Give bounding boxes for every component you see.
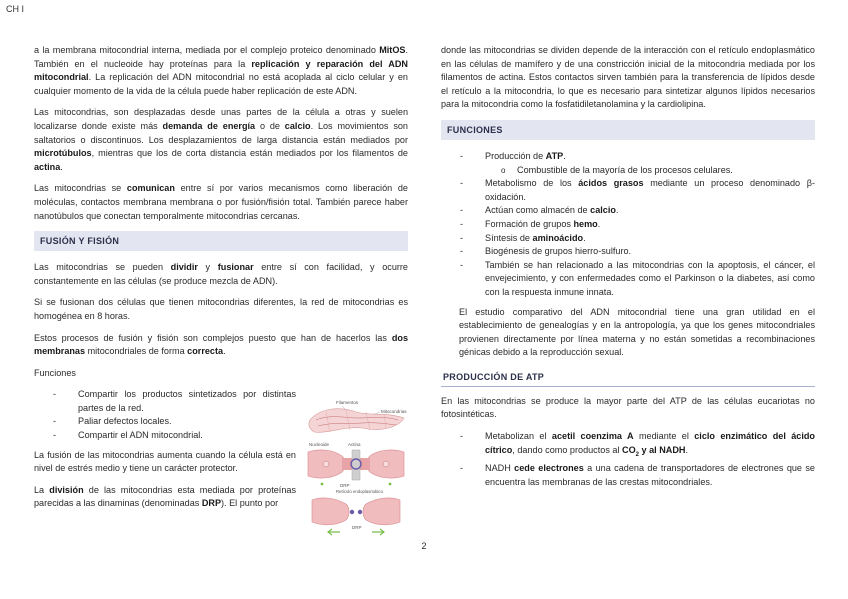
list-item-calcio: - Actúan como almacén de calcio.: [441, 204, 815, 218]
arrow-left-icon: [328, 529, 340, 535]
endoplasmic-reticulum: [352, 450, 360, 480]
drp-fragment: [350, 510, 354, 514]
list-item-aminoacido: - Síntesis de aminoácido.: [441, 232, 815, 246]
list-item: - Compartir el ADN mitocondrial.: [34, 429, 296, 443]
paragraph-genealogias: El estudio comparativo del ADN mitocondrial tiene una gran utilidad en el establecimiento de genealogías y en la antropología, ya que los genes mitocondriales provienen directamente por línea materna y no están sometidas a recombinaciones génicas debido a la reproducción sexual.: [459, 306, 815, 358]
daughter-mitochondrion-right: [363, 498, 400, 525]
list-item-hierro-sulfuro: - Biogénesis de grupos hierro-sulfuro.: [441, 245, 815, 259]
label-drp: DRP: [340, 483, 350, 488]
drp-fragment: [358, 510, 362, 514]
funciones-fusion-list: [34, 388, 296, 442]
funciones-list: [441, 150, 815, 300]
arrow-right-icon: [372, 529, 384, 535]
nucleoid: [383, 461, 389, 467]
paragraph-funciones-label: Funciones: [34, 367, 76, 378]
fission-diagram: [306, 398, 412, 538]
paragraph-atp-eucariotas: En las mitocondrias se produce la mayor parte del ATP de las células eucariotas no fotosintéticas.: [441, 395, 815, 420]
section-heading-funciones: FUNCIONES: [441, 120, 815, 140]
paragraph-desplazamiento: Las mitocondrias, son desplazadas desde unas partes de la célula a otras y suelen localizarse donde existe más demanda de energía o de calcio. Los movimientos son saltatorios o discontinuos. Los desplazamientos de larga distancia están mediados por microtúbulos, mientras que los de corta distancia están mediados por los filamentos de actina.: [34, 107, 408, 172]
label-filamentos: Filamentos: [336, 400, 359, 405]
label-actina: Actina: [348, 442, 361, 447]
list-item-atp: - Producción de ATP. o Combustible de la mayoría de los procesos celulares.: [441, 150, 815, 177]
label-drp-bottom: DRP: [352, 525, 362, 530]
paragraph-red-homogenea: Si se fusionan dos células que tienen mitocondrias diferentes, la red de mitocondrias es homogénea en 8 horas.: [34, 297, 408, 321]
atp-list: [441, 430, 815, 489]
fission-figure: [306, 398, 412, 538]
label-mitocondrias: Mitocondrias: [381, 409, 407, 414]
list-item: - Paliar defectos locales.: [34, 415, 296, 429]
list-item-apoptosis: - También se han relacionado a las mitocondrias con la apoptosis, el cáncer, el envejecimiento, y con enfermedades como el Parkinson o la diabetes, así como con la respuesta inmune innata.: [441, 259, 815, 300]
paragraph-division-drp: La división de las mitocondrias esta mediada por proteínas parecidas a las dinaminas (denominadas DRP). El punto por: [34, 484, 296, 509]
section-heading-produccion-atp: PRODUCCIÓN DE ATP: [441, 368, 815, 387]
paragraph-mitos: a la membrana mitocondrial interna, mediada por el complejo proteico denominado MitOS. También en el nucleoide hay proteínas para la replicación y reparación del ADN mitocondrial. La replicación del ADN mitocondrial no está acoplada al ciclo celular y en cualquier momento de la vida de la célula puede haber replicación de este ADN.: [34, 45, 408, 96]
paragraph-comunicacion: Las mitocondrias se comunican entre sí por varios mecanismos como liberación de moléculas, contactos membrana membrana o por fusión/fisión total. También parece haber nanotúbulos que conectan temporalmente mitocondrias cercanas.: [34, 183, 408, 221]
paragraph-reticulo: donde las mitocondrias se dividen depende de la interacción con el retículo endoplasmático en las células de mamífero y de una constricción inicial de la mitocondria mediada por los filamentos de actina. Estos contactos sirven también para la transferencia de lípidos desde el retículo a la mitocondria, lo que es necesario para sintetizar algunos lípidos necesarios para la mitocondria como la fosfatidiletanolamina y la cardiolipina.: [441, 45, 815, 110]
paragraph-estres: La fusión de las mitocondrias aumenta cuando la célula está en nivel de estrés medio y tiene un carácter protector.: [34, 449, 296, 474]
list-item-acidos-grasos: - Metabolismo de los ácidos grasos mediante un proceso denominado β-oxidación.: [441, 177, 815, 204]
fusion-protein-dot: [389, 483, 392, 486]
fusion-protein-dot: [321, 483, 324, 486]
daughter-mitochondrion-left: [312, 498, 349, 525]
list-item-acetil: - Metabolizan el acetil coenzima A mediante el ciclo enzimático del ácido cítrico, dando como productos al $CO_2$ y al NADH.: [441, 430, 815, 462]
label-reticulo: Retículo endoplasmático: [336, 489, 384, 494]
right-column: [441, 44, 815, 495]
sub-list-item: o Combustible de la mayoría de los procesos celulares.: [485, 164, 815, 178]
paragraph-dos-membranas: Estos procesos de fusión y fisión son complejos puesto que han de hacerlos las dos membranas mitocondriales de forma correcta.: [34, 332, 408, 357]
nucleoid: [323, 461, 329, 467]
list-item-hemo: - Formación de grupos hemo.: [441, 218, 815, 232]
list-item: - Compartir los productos sintetizados por distintas partes de la red.: [34, 388, 296, 415]
label-nucleoide: Nucleoide: [309, 442, 330, 447]
page-number: 2: [421, 541, 427, 551]
list-item-nadh: - NADH cede electrones a una cadena de transportadores de electrones que se encuentra las membranas de las crestas mitocondriales.: [441, 462, 815, 489]
section-heading-fusion-fision: FUSIÓN Y FISIÓN: [34, 231, 408, 251]
sub-list: [485, 164, 815, 178]
header-tag: CH I: [6, 4, 24, 14]
paragraph-dividir-fusionar: Las mitocondrias se pueden dividir y fusionar entre sí con facilidad, y ocurre constantemente en las células (se produce mezcla de ADN).: [34, 262, 408, 286]
